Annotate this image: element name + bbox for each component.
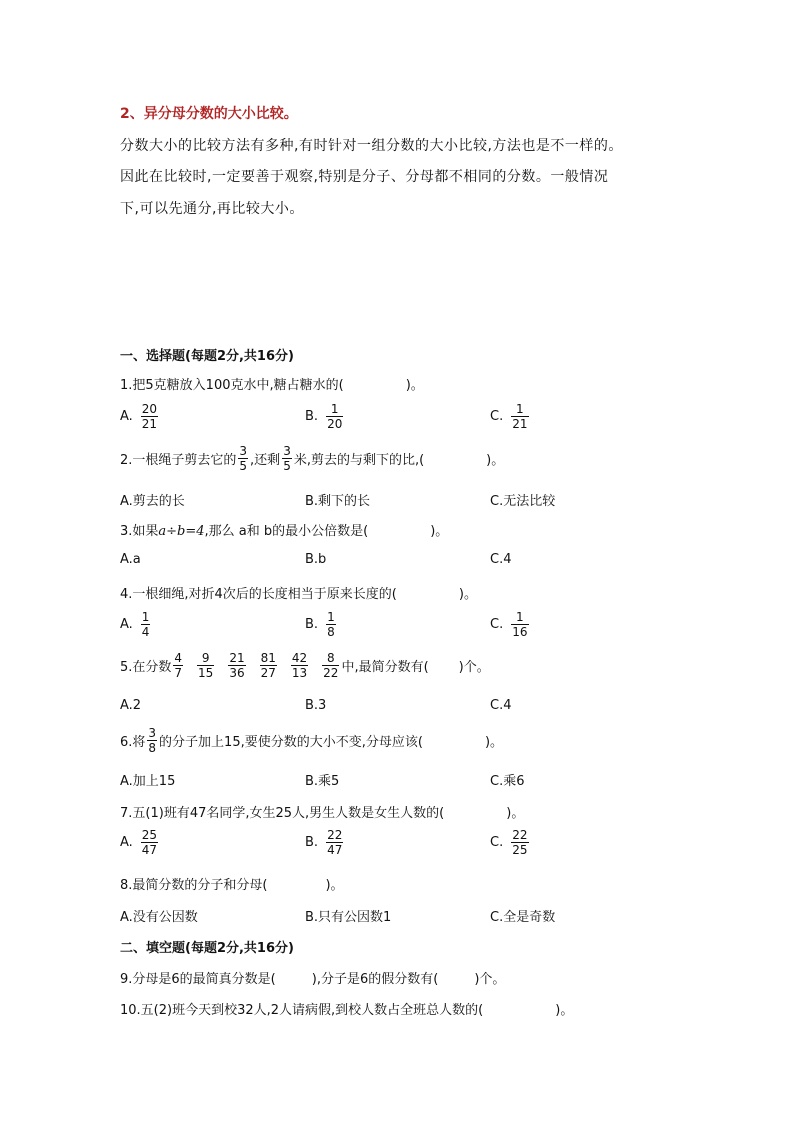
q3-option-b: B.b bbox=[305, 552, 327, 567]
q8-option-b: B.只有公因数1 bbox=[305, 910, 392, 925]
q3-option-c: C.4 bbox=[490, 552, 512, 567]
q4-option-a: A. $\frac{1}{4}$ bbox=[120, 610, 150, 639]
question-7: 7.五(1)班有47名同学,女生25人,男生人数是女生人数的( )。 bbox=[120, 806, 525, 821]
intro-line-3: 下,可以先通分,再比较大小。 bbox=[120, 201, 304, 217]
fraction: $\frac{8}{22}$ bbox=[323, 651, 339, 680]
fraction: $\frac{1}{16}$ bbox=[512, 610, 528, 639]
fraction: $\frac{1}{8}$ bbox=[327, 610, 335, 639]
intro-title: 2、异分母分数的大小比较。 bbox=[120, 106, 298, 122]
q2-option-a: A.剪去的长 bbox=[120, 494, 185, 509]
q4-option-c: C. $\frac{1}{16}$ bbox=[490, 610, 528, 639]
q5-option-b: B.3 bbox=[305, 698, 327, 713]
question-2: 2.一根绳子剪去它的 $\frac{3}{5}$ ,还剩 $\frac{3}{5}$ 米,剪去的与剩下的比,( )。 bbox=[120, 444, 505, 473]
fraction: $\frac{22}{47}$ bbox=[327, 828, 343, 857]
q1-option-b: B. $\frac{1}{20}$ bbox=[305, 402, 343, 431]
fraction: $\frac{3}{8}$ bbox=[148, 726, 157, 755]
fraction: $\frac{9}{15}$ bbox=[198, 651, 214, 680]
fraction: $\frac{22}{25}$ bbox=[512, 828, 528, 857]
q6-option-a: A.加上15 bbox=[120, 774, 176, 789]
fraction: $\frac{3}{5}$ bbox=[283, 444, 291, 473]
q2-option-c: C.无法比较 bbox=[490, 494, 556, 509]
question-1-text: 1.把5克糖放入100克水中,糖占糖水的( bbox=[120, 378, 344, 393]
fraction: $\frac{3}{5}$ bbox=[239, 444, 248, 473]
fraction: $\frac{81}{27}$ bbox=[260, 651, 276, 680]
intro-line-2: 因此在比较时,一定要善于观察,特别是分子、分母都不相同的分数。一般情况 bbox=[120, 169, 609, 185]
section-choice-title: 一、选择题(每题2分,共16分) bbox=[120, 349, 294, 364]
question-1-end: )。 bbox=[405, 378, 424, 393]
question-10: 10.五(2)班今天到校32人,2人请病假,到校人数占全班总人数的( )。 bbox=[120, 1003, 574, 1018]
fraction: $\frac{25}{47}$ bbox=[141, 828, 158, 857]
q1-option-a: A. $\frac{20}{21}$ bbox=[120, 402, 158, 431]
question-8: 8.最简分数的分子和分母( )。 bbox=[120, 878, 344, 893]
q8-option-a: A.没有公因数 bbox=[120, 910, 198, 925]
fraction: $\frac{21}{36}$ bbox=[229, 651, 245, 680]
q3-option-a: A.a bbox=[120, 552, 141, 567]
q5-option-c: C.4 bbox=[490, 698, 512, 713]
q4-option-b: B. $\frac{1}{8}$ bbox=[305, 610, 335, 639]
q7-option-c: C. $\frac{22}{25}$ bbox=[490, 828, 528, 857]
question-3: 3.如果a÷b=4,那么 a和 b的最小公倍数是( )。 bbox=[120, 524, 449, 539]
question-5: 5.在分数 $\frac{4}{7}$ $\frac{9}{15}$ $\frac{21}{36}$ $\frac{81}{27}$ $\frac{42}{13}$ $\frac{8}{22}$ 中,最简分数有( )个。 bbox=[120, 651, 490, 680]
q7-option-b: B. $\frac{22}{47}$ bbox=[305, 828, 343, 857]
fraction: $\frac{1}{4}$ bbox=[141, 610, 150, 639]
q6-option-b: B.乘5 bbox=[305, 774, 340, 789]
question-4: 4.一根细绳,对折4次后的长度相当于原来长度的( )。 bbox=[120, 587, 477, 602]
fraction: $\frac{1}{21}$ bbox=[512, 402, 528, 431]
q7-option-a: A. $\frac{25}{47}$ bbox=[120, 828, 158, 857]
q8-option-c: C.全是奇数 bbox=[490, 910, 556, 925]
question-1 bbox=[120, 374, 424, 393]
question-6: 6.将 $\frac{3}{8}$ 的分子加上15,要使分数的大小不变,分母应该( )。 bbox=[120, 726, 504, 755]
math-expression: a÷b=4 bbox=[158, 524, 205, 539]
fraction: $\frac{42}{13}$ bbox=[291, 651, 308, 680]
question-9: 9.分母是6的最简真分数是( ),分子是6的假分数有( )个。 bbox=[120, 972, 506, 987]
fraction: $\frac{20}{21}$ bbox=[141, 402, 158, 431]
fraction: $\frac{1}{20}$ bbox=[327, 402, 343, 431]
intro-line-1: 分数大小的比较方法有多种,有时针对一组分数的大小比较,方法也是不一样的。 bbox=[120, 138, 623, 154]
q2-option-b: B.剩下的长 bbox=[305, 494, 371, 509]
q5-option-a: A.2 bbox=[120, 698, 142, 713]
section-fill-title: 二、填空题(每题2分,共16分) bbox=[120, 941, 294, 956]
q6-option-c: C.乘6 bbox=[490, 774, 525, 789]
q1-option-c: C. $\frac{1}{21}$ bbox=[490, 402, 528, 431]
fraction: $\frac{4}{7}$ bbox=[174, 651, 183, 680]
